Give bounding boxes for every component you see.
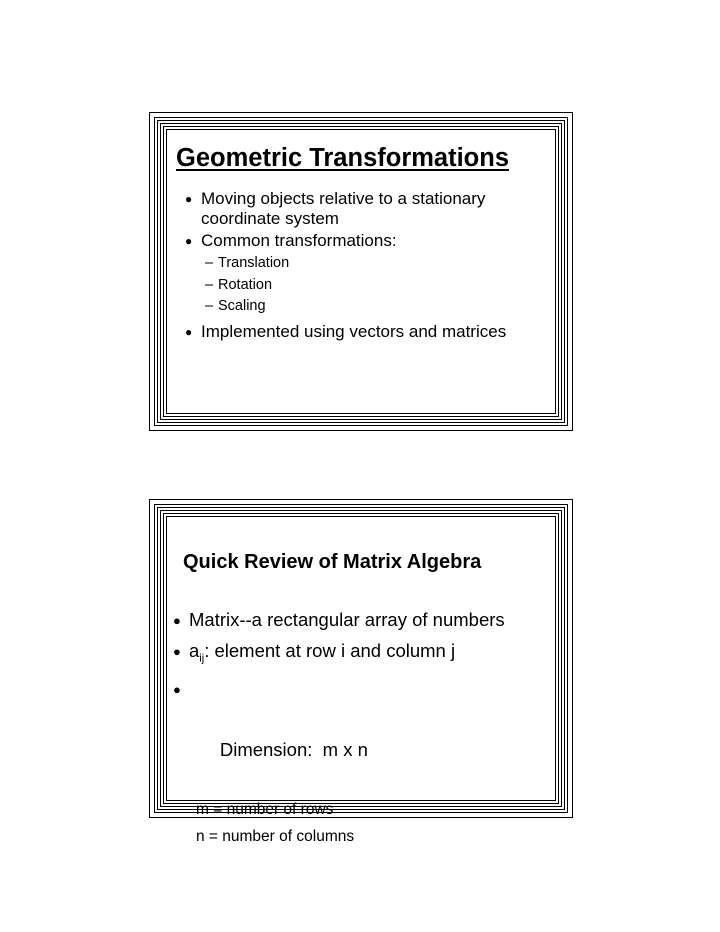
bullet-text: Common transformations: — [201, 231, 397, 250]
bullet-text: Implemented using vectors and matrices — [201, 321, 507, 341]
bullet-text: Matrix--a rectangular array of numbers — [189, 609, 505, 630]
list-item — [173, 674, 563, 796]
sub-item-text: Rotation — [218, 276, 273, 293]
bullet-icon: ● — [173, 643, 181, 659]
list-item — [173, 636, 563, 674]
slide-title: Geometric Transformations — [176, 144, 510, 172]
sub-list-item — [185, 296, 535, 318]
bullet-icon: ● — [173, 613, 181, 628]
slide-geometric-transformations — [149, 112, 573, 431]
bullet-icon: ● — [185, 324, 193, 339]
list-item — [185, 231, 535, 251]
sub-list-item — [185, 275, 535, 297]
dash-icon: – — [205, 276, 214, 293]
bullet-text: Dimension: m x n — [219, 738, 368, 760]
bullet-icon: ● — [185, 234, 193, 248]
bullet-text-prefix: a — [189, 639, 200, 661]
bullet-icon: ● — [185, 192, 193, 206]
dash-icon: – — [205, 298, 214, 314]
bullet-list — [185, 189, 535, 344]
subscript: ij — [199, 652, 205, 665]
sub-line: n = number of columns — [196, 827, 355, 845]
slide-matrix-algebra — [149, 499, 573, 845]
sub-item-text: Scaling — [218, 298, 266, 314]
sub-line: m = number of rows — [196, 800, 334, 818]
bullet-icon: ● — [173, 681, 181, 697]
sub-item-text: Translation — [218, 255, 290, 271]
slide-title: Quick Review of Matrix Algebra — [183, 551, 482, 573]
dash-icon: – — [205, 255, 214, 271]
list-item — [185, 322, 535, 342]
bullet-list — [173, 605, 563, 850]
sub-list-item — [185, 253, 535, 275]
bullet-text: Moving objects relative to a stationary coordinate system — [201, 189, 486, 228]
list-item — [185, 189, 535, 229]
list-item — [173, 605, 563, 636]
bullet-text: : element at row i and column j — [204, 639, 456, 661]
